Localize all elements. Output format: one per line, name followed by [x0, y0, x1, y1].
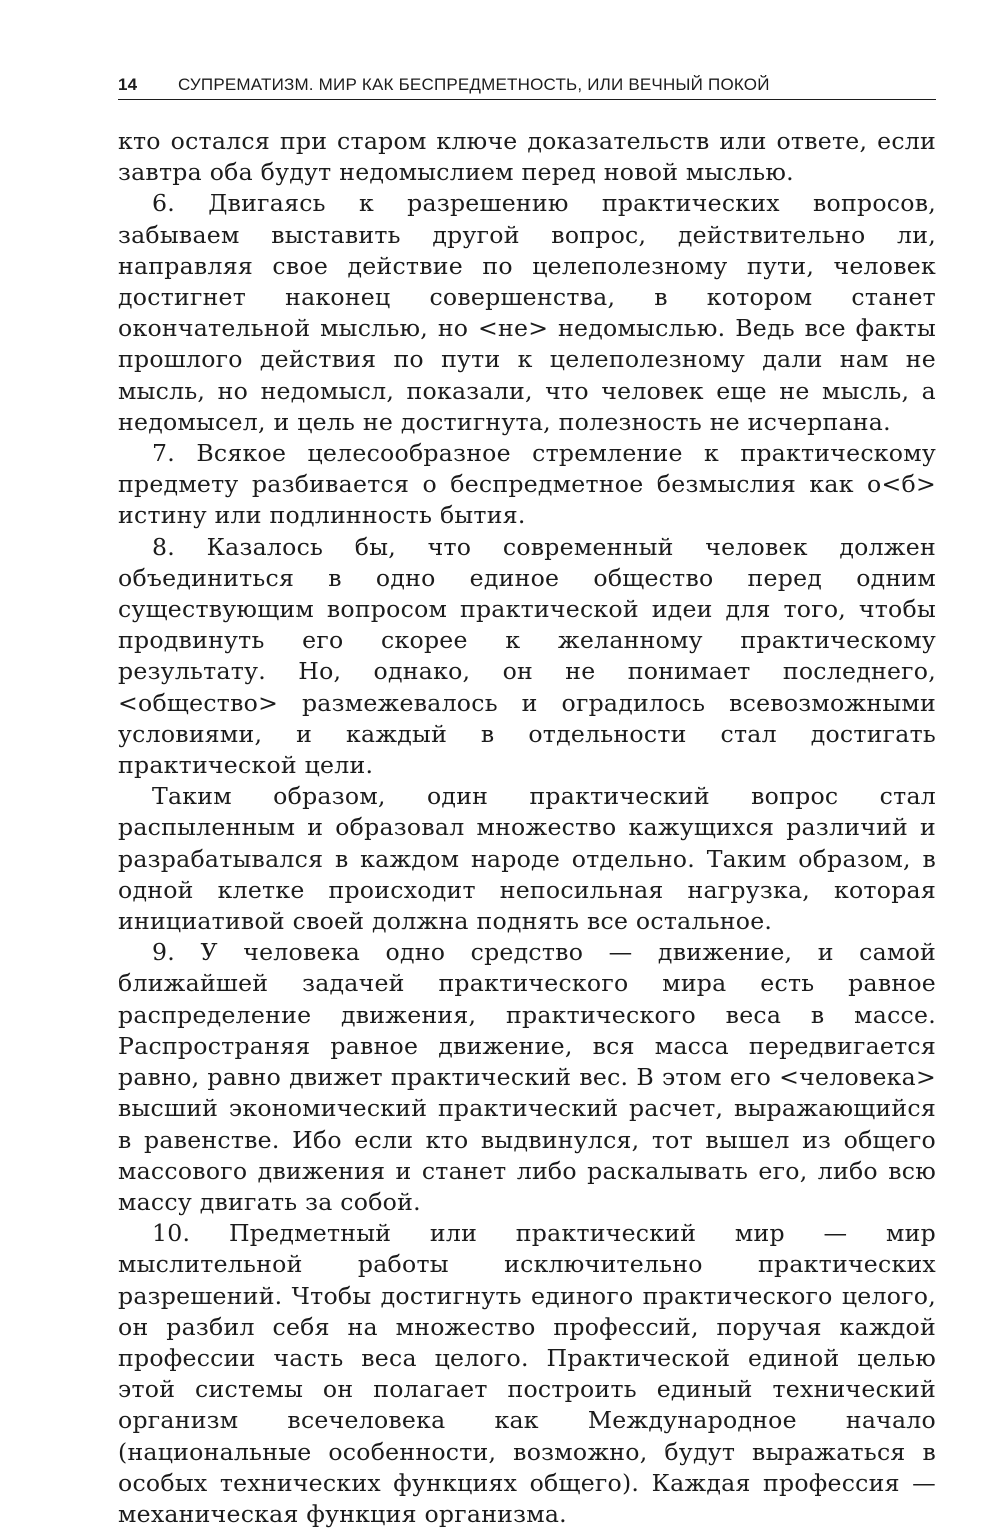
paragraph-7: 7. Всякое целесообразное стремление к практическому предмету разбивается о беспредметное безмыслия как о<б> истину или подлинность бытия.	[118, 439, 936, 530]
paragraph-9: 9. У человека одно средство — движение, и самой ближайшей задачей практического мира есть равное распределение движения, практического веса в массе. Распространяя равное движение, вся масса передвигается равно, равно движет практический вес. В этом его <человека> высший экономический практический расчет, выражающийся в равенстве. Ибо если кто выдвинулся, тот вышел из общего массового движения и станет либо раскалывать его, либо всю массу двигать за собой.	[118, 938, 936, 1216]
page-number: 14	[118, 75, 138, 94]
paragraph-6: 6. Двигаясь к разрешению практических вопросов, забываем выставить другой вопрос, действительно ли, направляя свое действие по целеполезному пути, человек достигнет наконец совершенства, в котором станет окончательной мыслью, но <не> недомыслью. Ведь все факты прошлого действия по пути к целеполезному дали нам не мысль, но недомысл, показали, что человек еще не мысль, а недомысел, и цель не достигнута, полезность не исчерпана.	[118, 189, 936, 436]
running-header	[118, 73, 936, 100]
paragraph-10: 10. Предметный или практический мир — мир мыслительной работы исключительно практических разрешений. Чтобы достигнуть единого практического целого, он разбил себя на множество профессий, поручая каждой профессии часть веса целого. Практической единой целью этой системы он полагает построить единый технический организм всечеловека как Международное начало (национальные особенности, возможно, будут выражаться в особых технических функциях общего). Каждая профессия — механическая функция организма.	[118, 1219, 936, 1528]
paragraph-8: 8. Казалось бы, что современный человек должен объединиться в одно единое общество перед одним существующим вопросом практической идеи для того, чтобы продвинуть его скорее к желанному практическому результату. Но, однако, он не понимает последнего, <общество> размежевалось и оградилось всевозможными условиями, и каждый в отдельности стал достигать практической цели.	[118, 532, 936, 780]
paragraph-continuation: кто остался при старом ключе доказательств или ответе, если завтра оба будут недомыслием перед новой мыслью.	[118, 127, 936, 187]
running-title: СУПРЕМАТИЗМ. МИР КАК БЕСПРЕДМЕТНОСТЬ, ИЛИ ВЕЧНЫЙ ПОКОЙ	[178, 75, 770, 94]
body-text	[118, 126, 936, 1530]
paragraph-8-continued: Таким образом, один практический вопрос стал распыленным и образовал множество кажущихся различий и разрабатывался в каждом народе отдельно. Таким образом, в одной клетке происходит непосильная нагрузка, которая инициативой своей должна поднять все остальное.	[118, 782, 936, 936]
